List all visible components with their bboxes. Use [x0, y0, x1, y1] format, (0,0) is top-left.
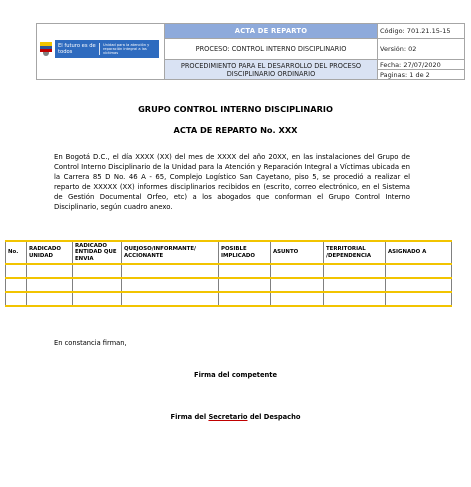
logo-sub-text: Unidad para la atención y reparación integral a las víctimas — [103, 42, 150, 56]
table-cell — [27, 292, 73, 306]
distribution-table — [5, 240, 452, 307]
table-cell — [271, 292, 324, 306]
logo-main-text: El futuro es de todos — [58, 43, 96, 55]
firma-secretario-pre: Firma del — [170, 413, 209, 421]
table-cell — [27, 278, 73, 292]
document-version: Versión: 02 — [378, 39, 465, 60]
procedure-line-1: PROCEDIMIENTO PARA EL DESARROLLO DEL PROCESO — [180, 61, 362, 70]
table-cell — [386, 278, 452, 292]
table-header-row — [6, 241, 452, 264]
table-cell — [73, 278, 122, 292]
constancia-text: En constancia firman, — [54, 339, 127, 347]
document-date: Fecha: 27/07/2020 — [378, 60, 465, 70]
table-row — [6, 292, 452, 306]
table-cell — [122, 292, 219, 306]
table-cell — [219, 264, 271, 278]
col-header-radicado-unidad: RADICADO UNIDAD — [27, 241, 73, 264]
logo-cell — [37, 24, 165, 80]
act-title: ACTA DE REPARTO No. XXX — [173, 125, 298, 135]
firma-competente: Firma del competente — [194, 371, 277, 379]
firma-secretario-post: del Despacho — [247, 413, 301, 421]
table-row — [6, 264, 452, 278]
table-cell — [386, 292, 452, 306]
colombia-shield-icon — [40, 42, 52, 56]
table-cell — [271, 264, 324, 278]
col-header-no: No. — [6, 241, 27, 264]
col-header-asignado: ASIGNADO A — [386, 241, 452, 264]
table-cell — [324, 278, 386, 292]
page-count: Paginas: 1 de 2 — [378, 70, 465, 80]
table-cell — [6, 292, 27, 306]
table-cell — [219, 278, 271, 292]
table-cell — [6, 264, 27, 278]
procedure-name — [165, 60, 378, 80]
table-cell — [122, 278, 219, 292]
table-cell — [324, 264, 386, 278]
table-cell — [6, 278, 27, 292]
table-cell — [27, 264, 73, 278]
firma-secretario — [0, 413, 471, 421]
table-cell — [73, 264, 122, 278]
table-cell — [219, 292, 271, 306]
document-code: Código: 701.21.15-15 — [378, 24, 465, 39]
table-cell — [122, 264, 219, 278]
col-header-asunto: ASUNTO — [271, 241, 324, 264]
table-cell — [271, 278, 324, 292]
document-type-title: ACTA DE REPARTO — [165, 24, 378, 39]
procedure-line-2: DISCIPLINARIO ORDINARIO — [226, 69, 316, 78]
group-heading: GRUPO CONTROL INTERNO DISCIPLINARIO — [138, 104, 333, 114]
table-cell — [386, 264, 452, 278]
col-header-radicado-entidad: RADICADO ENTIDAD QUE ENVIA — [73, 241, 122, 264]
act-paragraph: En Bogotá D.C., el día XXXX (XX) del mes de XXXX del año 20XX, en las instalaciones del Grupo de Control Interno Disciplinario de la Unidad para la Atención y Reparación Integral a Víctimas ubicada en la Carrera 85 D No. 46 A - 65, Complejo Logístico San Cayetano, piso 5, se procedió a realizar el reparto de XXXXX (XX) informes disciplinarios recibidos en (escrito, correo electrónico, en el Sistema de Gestión Documental Orfeo, etc) a los abogados que conforman el Grupo Control Interno Disciplinario, según cuadro anexo. — [54, 153, 410, 211]
col-header-posible-implicado: POSIBLE IMPLICADO — [219, 241, 271, 264]
process-name: PROCESO: CONTROL INTERNO DISCIPLINARIO — [165, 39, 378, 60]
entity-logo — [40, 40, 159, 58]
col-header-territorial: TERRITORIAL /DEPENDENCIA — [324, 241, 386, 264]
table-cell — [324, 292, 386, 306]
col-header-quejoso: QUEJOSO/INFORMANTE/ ACCIONANTE — [122, 241, 219, 264]
table-cell — [73, 292, 122, 306]
firma-secretario-word: Secretario — [208, 413, 248, 421]
document-header — [36, 23, 465, 80]
table-row — [6, 278, 452, 292]
